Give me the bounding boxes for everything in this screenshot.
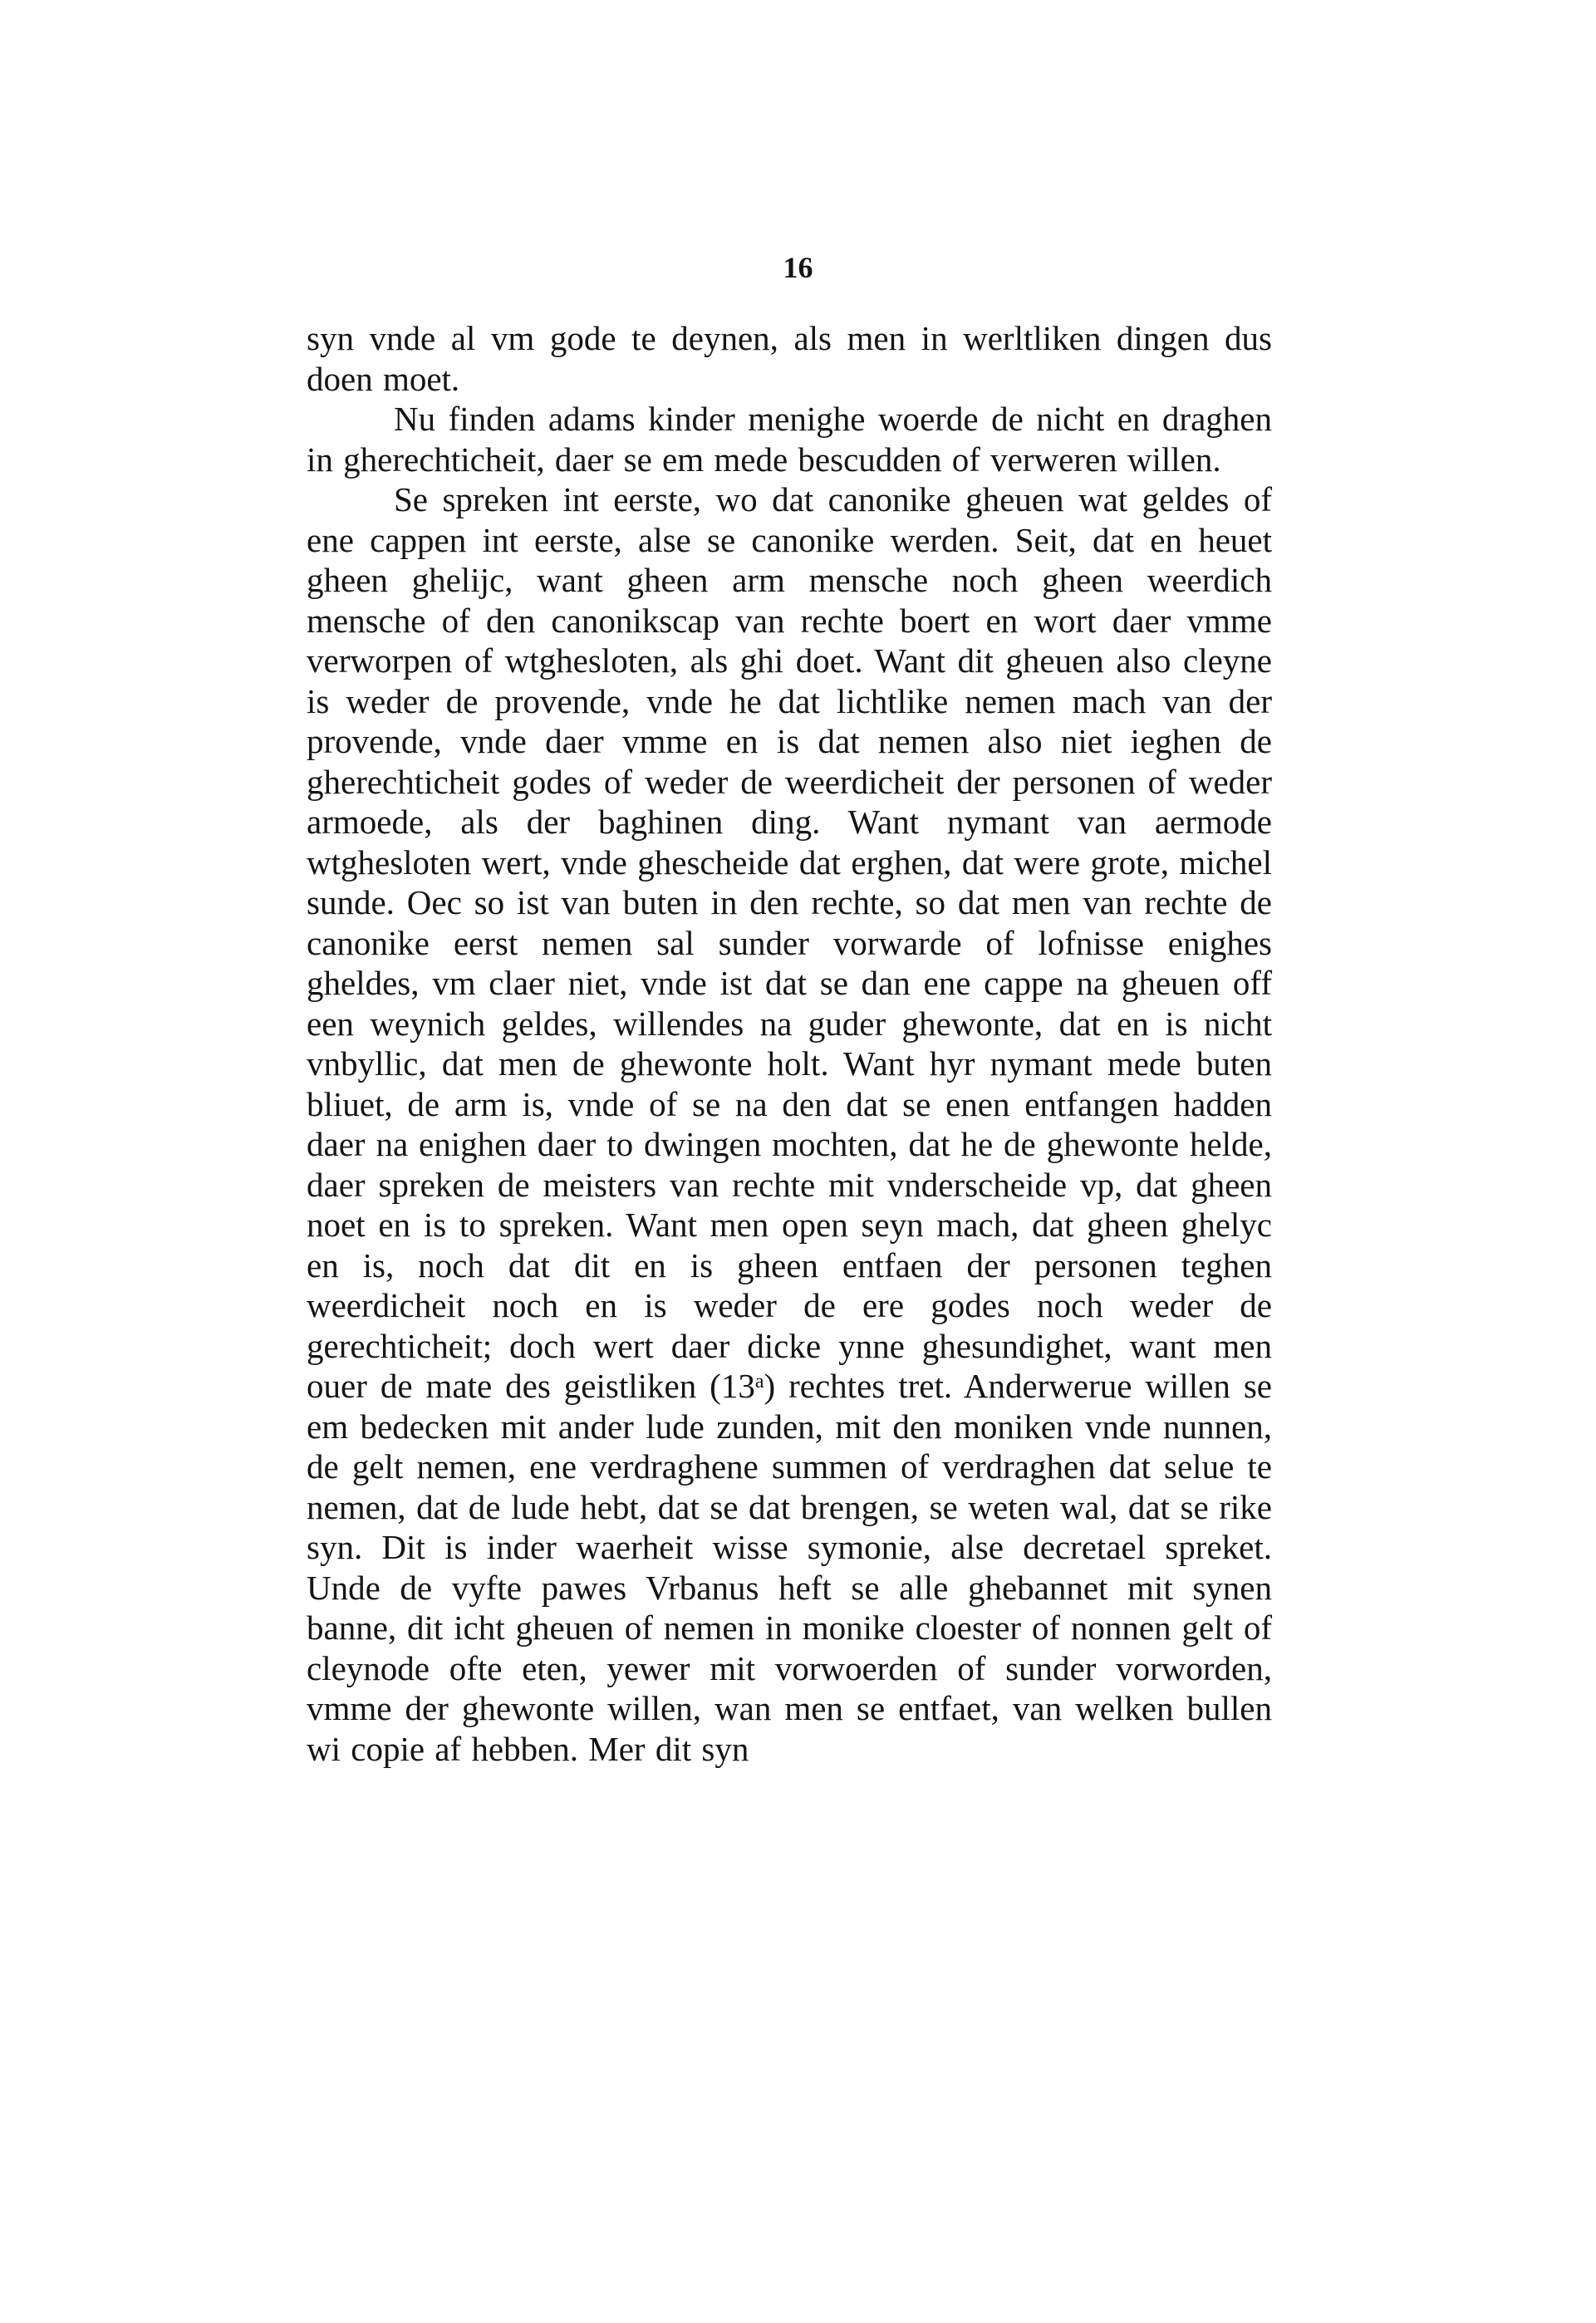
paragraph-3-text-part-1: Se spreken int eerste, wo dat canonike gheuen wat geldes of ene cappen int eerste, alse se canonike werden. Seit, dat en heuet gheen ghelijc, want gheen arm mensche noch gheen weerdich mensche of den canonikscap van rechte boert en wort daer vmme verworpen of wtghesloten, als ghi doet. Want dit gheuen also cleyne is weder de provende, vnde he dat lichtlike nemen mach van der provende, vnde daer vmme en is dat nemen also niet ieghen de gherechticheit godes of weder de weerdicheit der personen of weder armoede, als der baghinen ding. Want nymant van aermode wtghesloten wert, vnde ghescheide dat erghen, dat were grote, michel sunde. Oec so ist van buten in den rechte, so dat men van rechte de canonike eerst nemen sal sunder vorwarde of lofnisse enighes gheldes, vm claer niet, vnde ist dat se dan ene cappe na gheuen off een weynich geldes, willendes na guder ghewonte, dat en is nicht vnbyllic, dat men de ghewonte holt. Want hyr nymant mede buten bliuet, de arm is, vnde of se na den dat se enen entfangen hadden daer na enighen daer to dwingen mochten, dat he de ghewonte helde, daer spreken de meisters van rechte mit vnderscheide vp, dat gheen noet en is to spreken. Want men open seyn mach, dat gheen ghelyc en is, noch dat dit en is gheen entfaen der personen teghen weerdicheit noch en is weder de ere godes noch weder de gerechticheit; doch wert daer dicke ynne ghesundighet, want men ouer de mate des geistliken (13	[307, 480, 1272, 1405]
body-text	[307, 318, 1272, 1769]
footnote-superscript: a	[754, 1371, 764, 1392]
paragraph-1: syn vnde al vm gode te deynen, als men in werltliken dingen dus doen moet.	[307, 319, 1272, 398]
paragraph-3	[307, 479, 1272, 1769]
paragraph-3-text-part-2: ) rechtes tret. Anderwerue willen se em bedecken mit ander lude zunden, mit den moniken vnde nunnen, de gelt nemen, ene verdraghene summen of verdraghen dat selue te nemen, dat de lude hebt, dat se dat brengen, se weten wal, dat se rike syn. Dit is inder waerheit wisse symonie, alse decretael spreket. Unde de vyfte pawes Vrbanus heft se alle ghebannet mit synen banne, dit icht gheuen of nemen in monike cloester of nonnen gelt of cleynode ofte eten, yewer mit vorwoerden of sunder vorworden, vmme der ghewonte willen, wan men se entfaet, van welken bullen wi copie af hebben. Mer dit syn	[307, 1367, 1273, 1768]
page-number: 16	[783, 251, 813, 284]
paragraph-2: Nu finden adams kinder menighe woerde de nicht en draghen in gherechticheit, daer se em mede bescudden of verweren willen.	[307, 400, 1272, 479]
